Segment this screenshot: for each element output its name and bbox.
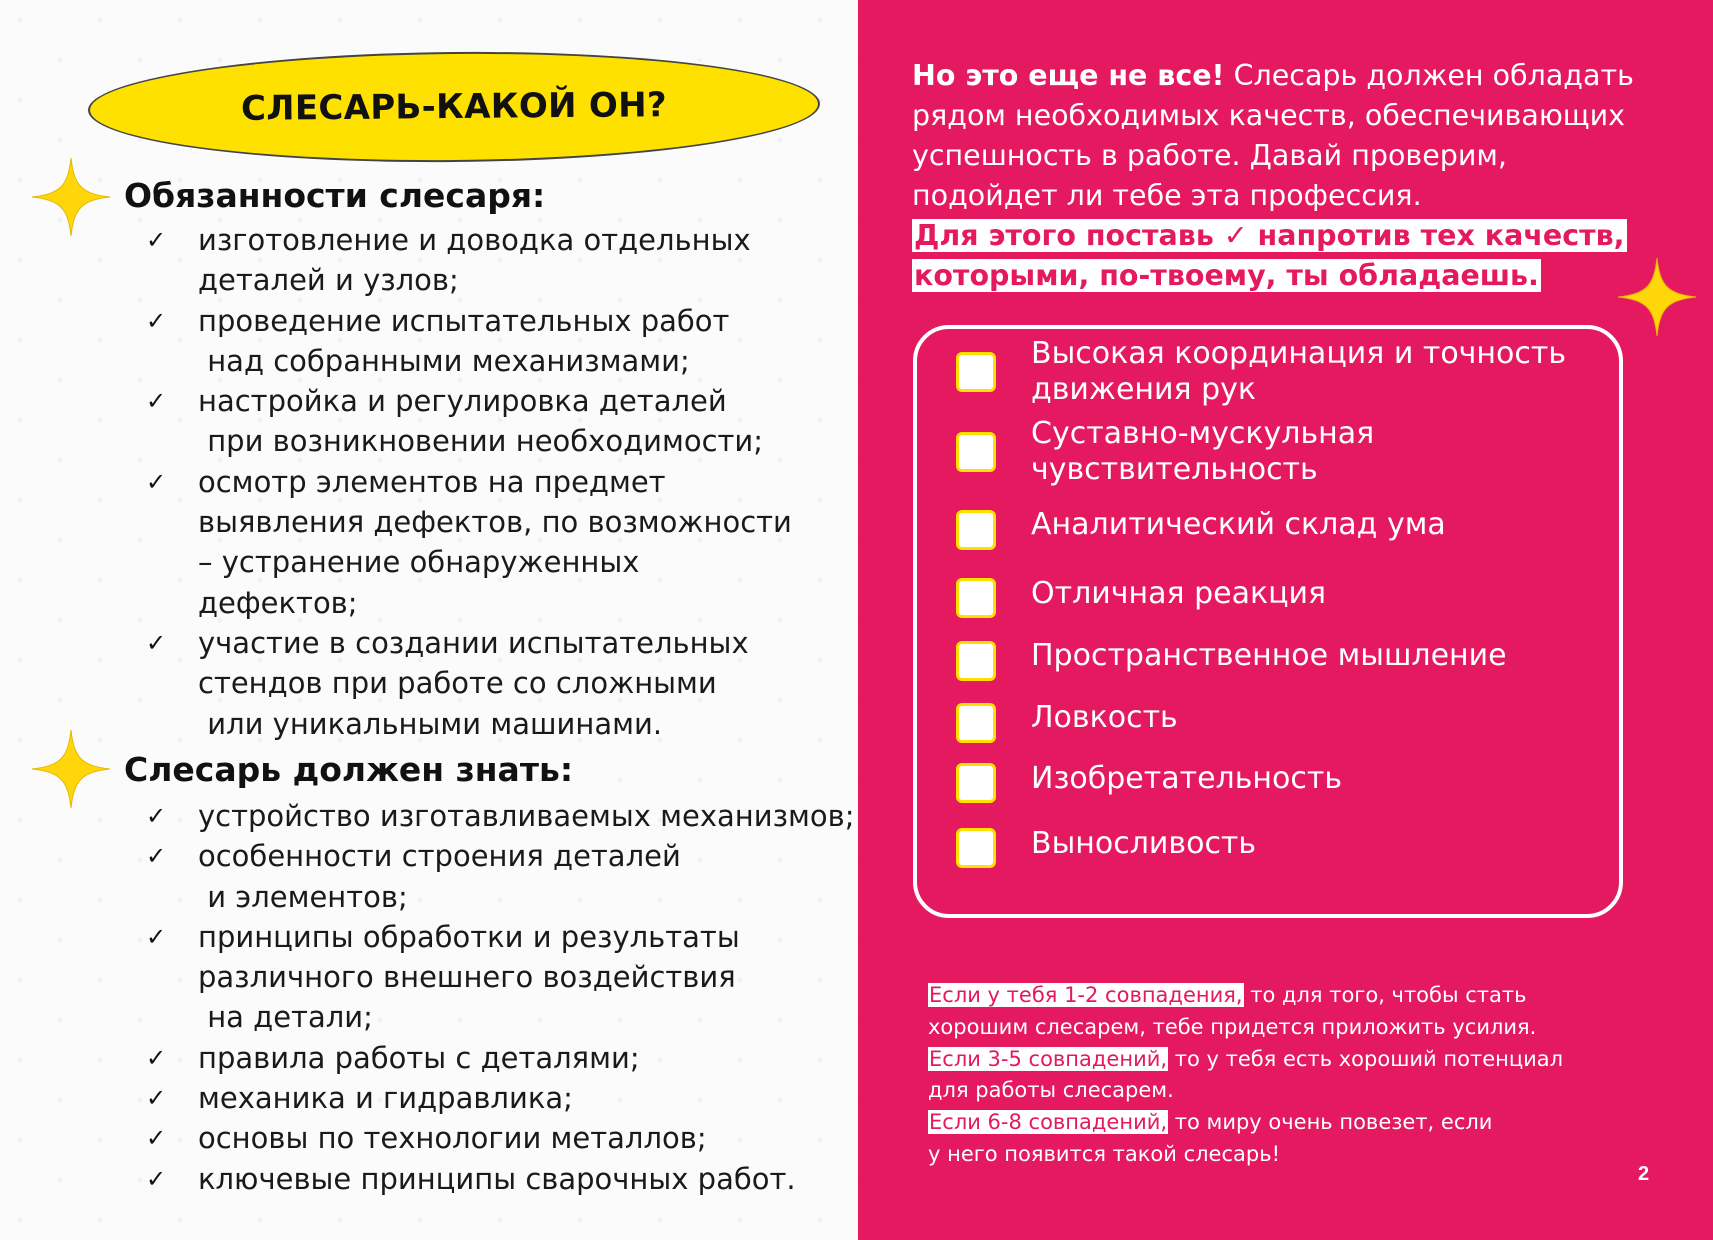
list-item-text: над собранными механизмами; (198, 343, 690, 378)
check-mark-icon: ✓ (146, 226, 167, 254)
quality-label (1031, 761, 1621, 797)
sparkle-star-icon (30, 156, 112, 238)
quality-label (1031, 700, 1621, 736)
quality-label (1031, 416, 1621, 488)
list-item (146, 1078, 866, 1118)
list-item-text: стендов при работе со сложными (198, 666, 717, 701)
list-item-text: механика и гидравлика; (198, 1081, 573, 1116)
result-range: Если 6-8 совпадений, (929, 1110, 1168, 1135)
quality-label (1031, 638, 1621, 674)
check-mark-icon: ✓ (146, 628, 167, 657)
intro-line: успешность в работе. Давай проверим, (912, 139, 1507, 172)
knowledge-list (146, 796, 866, 1199)
quality-row (956, 432, 996, 472)
quality-row (956, 510, 996, 550)
quality-row (956, 578, 996, 618)
list-item (146, 462, 866, 623)
list-item (146, 1118, 866, 1158)
quality-label-text: Аналитический склад ума (1031, 507, 1446, 542)
list-item-text: настройка и регулировка деталей (198, 384, 727, 419)
result-text: то у тебя есть хороший потенциал (1168, 1046, 1564, 1071)
page-title: СЛЕСАРЬ-КАКОЙ ОН? (240, 85, 668, 129)
quality-label (1031, 576, 1621, 612)
quality-label-text: Изобретательность (1031, 761, 1343, 796)
check-mark-icon: ✓ (146, 922, 167, 951)
list-item-text: дефектов; (198, 585, 358, 620)
list-item-text: и элементов; (198, 879, 408, 914)
result-text: то для того, чтобы стать (1243, 983, 1527, 1007)
check-mark-icon: ✓ (146, 802, 167, 830)
quality-row (956, 828, 996, 868)
page-number: 2 (1638, 1163, 1650, 1185)
list-item-text: основы по технологии металлов; (198, 1121, 707, 1156)
quality-label-text: Высокая координация и точность (1031, 336, 1567, 371)
intro-line: Слесарь должен обладать (1224, 59, 1634, 92)
result-range: Если 3-5 совпадений, (929, 1046, 1168, 1071)
list-item-text: принципы обработки и результаты (198, 919, 740, 954)
duties-list (146, 220, 866, 744)
quality-label-text: Выносливость (1031, 826, 1257, 861)
list-item-text: проведение испытательных работ (198, 303, 730, 338)
quality-label (1031, 826, 1621, 862)
check-mark-icon: ✓ (146, 387, 167, 416)
list-item-text: различного внешнего воздействия (198, 960, 736, 995)
quality-checkbox[interactable] (956, 763, 996, 803)
list-item-text: на детали; (198, 1000, 373, 1035)
quality-checkbox[interactable] (956, 703, 996, 743)
check-mark-icon: ✓ (146, 1043, 167, 1072)
list-item-text: или уникальными машинами. (198, 706, 663, 741)
quality-label-text: Ловкость (1031, 700, 1178, 735)
list-item (146, 836, 866, 917)
intro-text (912, 56, 1672, 296)
check-mark-icon: ✓ (146, 842, 167, 871)
list-item-text: деталей и узлов; (198, 263, 459, 298)
list-item-text: изготовление и доводка отдельных (198, 223, 751, 257)
list-item-text: – устранение обнаруженных (198, 545, 640, 580)
list-item-text: особенности строения деталей (198, 839, 681, 874)
check-mark-icon: ✓ (146, 467, 167, 496)
quality-label-text: Суставно-мускульная (1031, 416, 1375, 451)
list-item-text: при возникновении необходимости; (198, 424, 764, 459)
quality-checkbox[interactable] (956, 641, 996, 681)
quality-row (956, 352, 996, 392)
quality-checkbox[interactable] (956, 828, 996, 868)
quality-label-text: Отличная реакция (1031, 576, 1327, 611)
intro-instruction: Для этого поставь ✓ напротив тех качеств, (914, 219, 1625, 252)
quality-row (956, 703, 996, 743)
quality-checkbox[interactable] (956, 432, 996, 472)
list-item-text: ключевые принципы сварочных работ. (198, 1161, 796, 1196)
list-item-text: осмотр элементов на предмет (198, 464, 666, 499)
list-item (146, 917, 866, 1038)
list-item-text: устройство изготавливаемых механизмов; (198, 799, 855, 833)
quality-label (1031, 336, 1621, 408)
quality-row (956, 763, 996, 803)
list-item (146, 381, 866, 462)
list-item (146, 1159, 866, 1199)
intro-line: подойдет ли тебе эта профессия. (912, 179, 1422, 212)
list-item (146, 301, 866, 382)
quality-label-text: чувствительность (1031, 452, 1318, 487)
result-text: хорошим слесарем, тебе придется приложить усилия. (928, 1014, 1537, 1039)
duties-heading: Обязанности слесаря: (124, 176, 546, 215)
list-item-text: участие в создании испытательных (198, 625, 749, 660)
intro-bold-lead: Но это еще не все! (912, 59, 1225, 92)
list-item (146, 1038, 866, 1078)
check-mark-icon: ✓ (146, 1164, 167, 1193)
sparkle-star-icon (30, 728, 112, 810)
result-text: для работы слесарем. (928, 1078, 1174, 1103)
intro-line: рядом необходимых качеств, обеспечивающих (912, 99, 1626, 132)
check-mark-icon: ✓ (146, 1084, 167, 1113)
quality-checkbox[interactable] (956, 510, 996, 550)
list-item (146, 796, 866, 836)
check-mark-icon: ✓ (146, 1124, 167, 1153)
quality-label-text: Пространственное мышление (1031, 638, 1507, 673)
check-mark-icon: ✓ (146, 306, 167, 335)
list-item (146, 623, 866, 744)
intro-instruction: которыми, по-твоему, ты обладаешь. (914, 259, 1539, 292)
result-text: то миру очень повезет, если (1168, 1110, 1493, 1135)
quality-label-text: движения рук (1031, 372, 1257, 407)
result-range: Если у тебя 1-2 совпадения, (929, 983, 1243, 1007)
quality-row (956, 641, 996, 681)
list-item-text: выявления дефектов, по возможности (198, 505, 792, 540)
result-text: у него появится такой слесарь! (928, 1141, 1281, 1166)
results-text (928, 980, 1628, 1171)
list-item (146, 220, 866, 301)
knowledge-heading: Слесарь должен знать: (124, 750, 574, 789)
quality-checkbox[interactable] (956, 578, 996, 618)
quality-checkbox[interactable] (956, 352, 996, 392)
quality-label (1031, 507, 1621, 543)
list-item-text: правила работы с деталями; (198, 1040, 640, 1075)
